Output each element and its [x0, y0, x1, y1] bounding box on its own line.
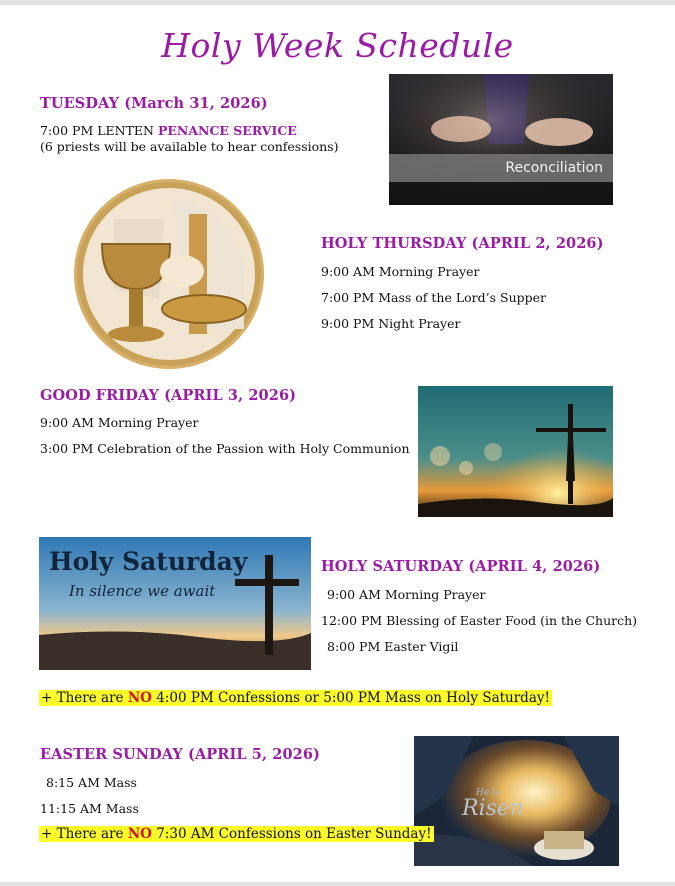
empty-tomb-image	[414, 736, 619, 866]
holy-saturday-image	[39, 537, 311, 670]
saturday-notice-prefix: + There are	[41, 690, 128, 706]
saturday-heading: HOLY SATURDAY (APRIL 4, 2026)	[321, 558, 601, 575]
sunday-item-2: 11:15 AM Mass	[40, 801, 139, 816]
reconciliation-caption: Reconciliation	[505, 160, 603, 176]
thursday-item-2: 7:00 PM Mass of the Lord’s Supper	[321, 290, 547, 305]
saturday-notice	[39, 690, 552, 706]
sunday-notice-prefix: + There are	[41, 826, 128, 842]
thursday-item-3: 9:00 PM Night Prayer	[321, 316, 461, 331]
top-border	[0, 0, 675, 5]
sunday-notice	[39, 826, 434, 842]
tuesday-line-2: (6 priests will be available to hear confessions)	[40, 139, 339, 154]
he-is-text: He is	[476, 788, 500, 798]
sunday-notice-no: NO	[127, 826, 152, 842]
thursday-heading: HOLY THURSDAY (APRIL 2, 2026)	[321, 235, 604, 252]
saturday-item-2: 12:00 PM Blessing of Easter Food (in the Church)	[321, 613, 638, 628]
tuesday-line-1-text: 7:00 PM LENTEN	[40, 123, 158, 138]
reconciliation-image	[389, 74, 613, 205]
holy-saturday-image-subtitle: In silence we await	[69, 582, 216, 600]
saturday-item-1: 9:00 AM Morning Prayer	[327, 587, 486, 602]
saturday-notice-highlight	[39, 690, 552, 706]
tuesday-heading: TUESDAY (March 31, 2026)	[40, 95, 268, 112]
sunday-item-1: 8:15 AM Mass	[46, 775, 137, 790]
saturday-item-3: 8:00 PM Easter Vigil	[327, 639, 459, 654]
friday-item-2: 3:00 PM Celebration of the Passion with Holy Communion	[40, 441, 410, 456]
crucifix-sunset-image	[418, 386, 613, 517]
page-title: Holy Week Schedule	[161, 26, 514, 65]
bottom-border	[0, 882, 675, 886]
risen-text: Risen	[462, 796, 525, 821]
friday-item-1: 9:00 AM Morning Prayer	[40, 415, 199, 430]
holy-saturday-image-title: Holy Saturday	[49, 547, 248, 576]
penance-service-label: PENANCE SERVICE	[157, 123, 297, 138]
thursday-item-1: 9:00 AM Morning Prayer	[321, 264, 480, 279]
sunday-notice-suffix: 7:30 AM Confessions on Easter Sunday!	[151, 826, 432, 842]
friday-heading: GOOD FRIDAY (APRIL 3, 2026)	[40, 387, 297, 404]
sunday-notice-highlight	[39, 826, 434, 842]
saturday-notice-suffix: 4:00 PM Confessions or 5:00 PM Mass on Holy Saturday!	[151, 690, 550, 706]
eucharist-image	[74, 179, 264, 369]
sunday-heading: EASTER SUNDAY (APRIL 5, 2026)	[40, 746, 320, 763]
saturday-notice-no: NO	[127, 690, 152, 706]
tuesday-line-1	[40, 123, 297, 138]
